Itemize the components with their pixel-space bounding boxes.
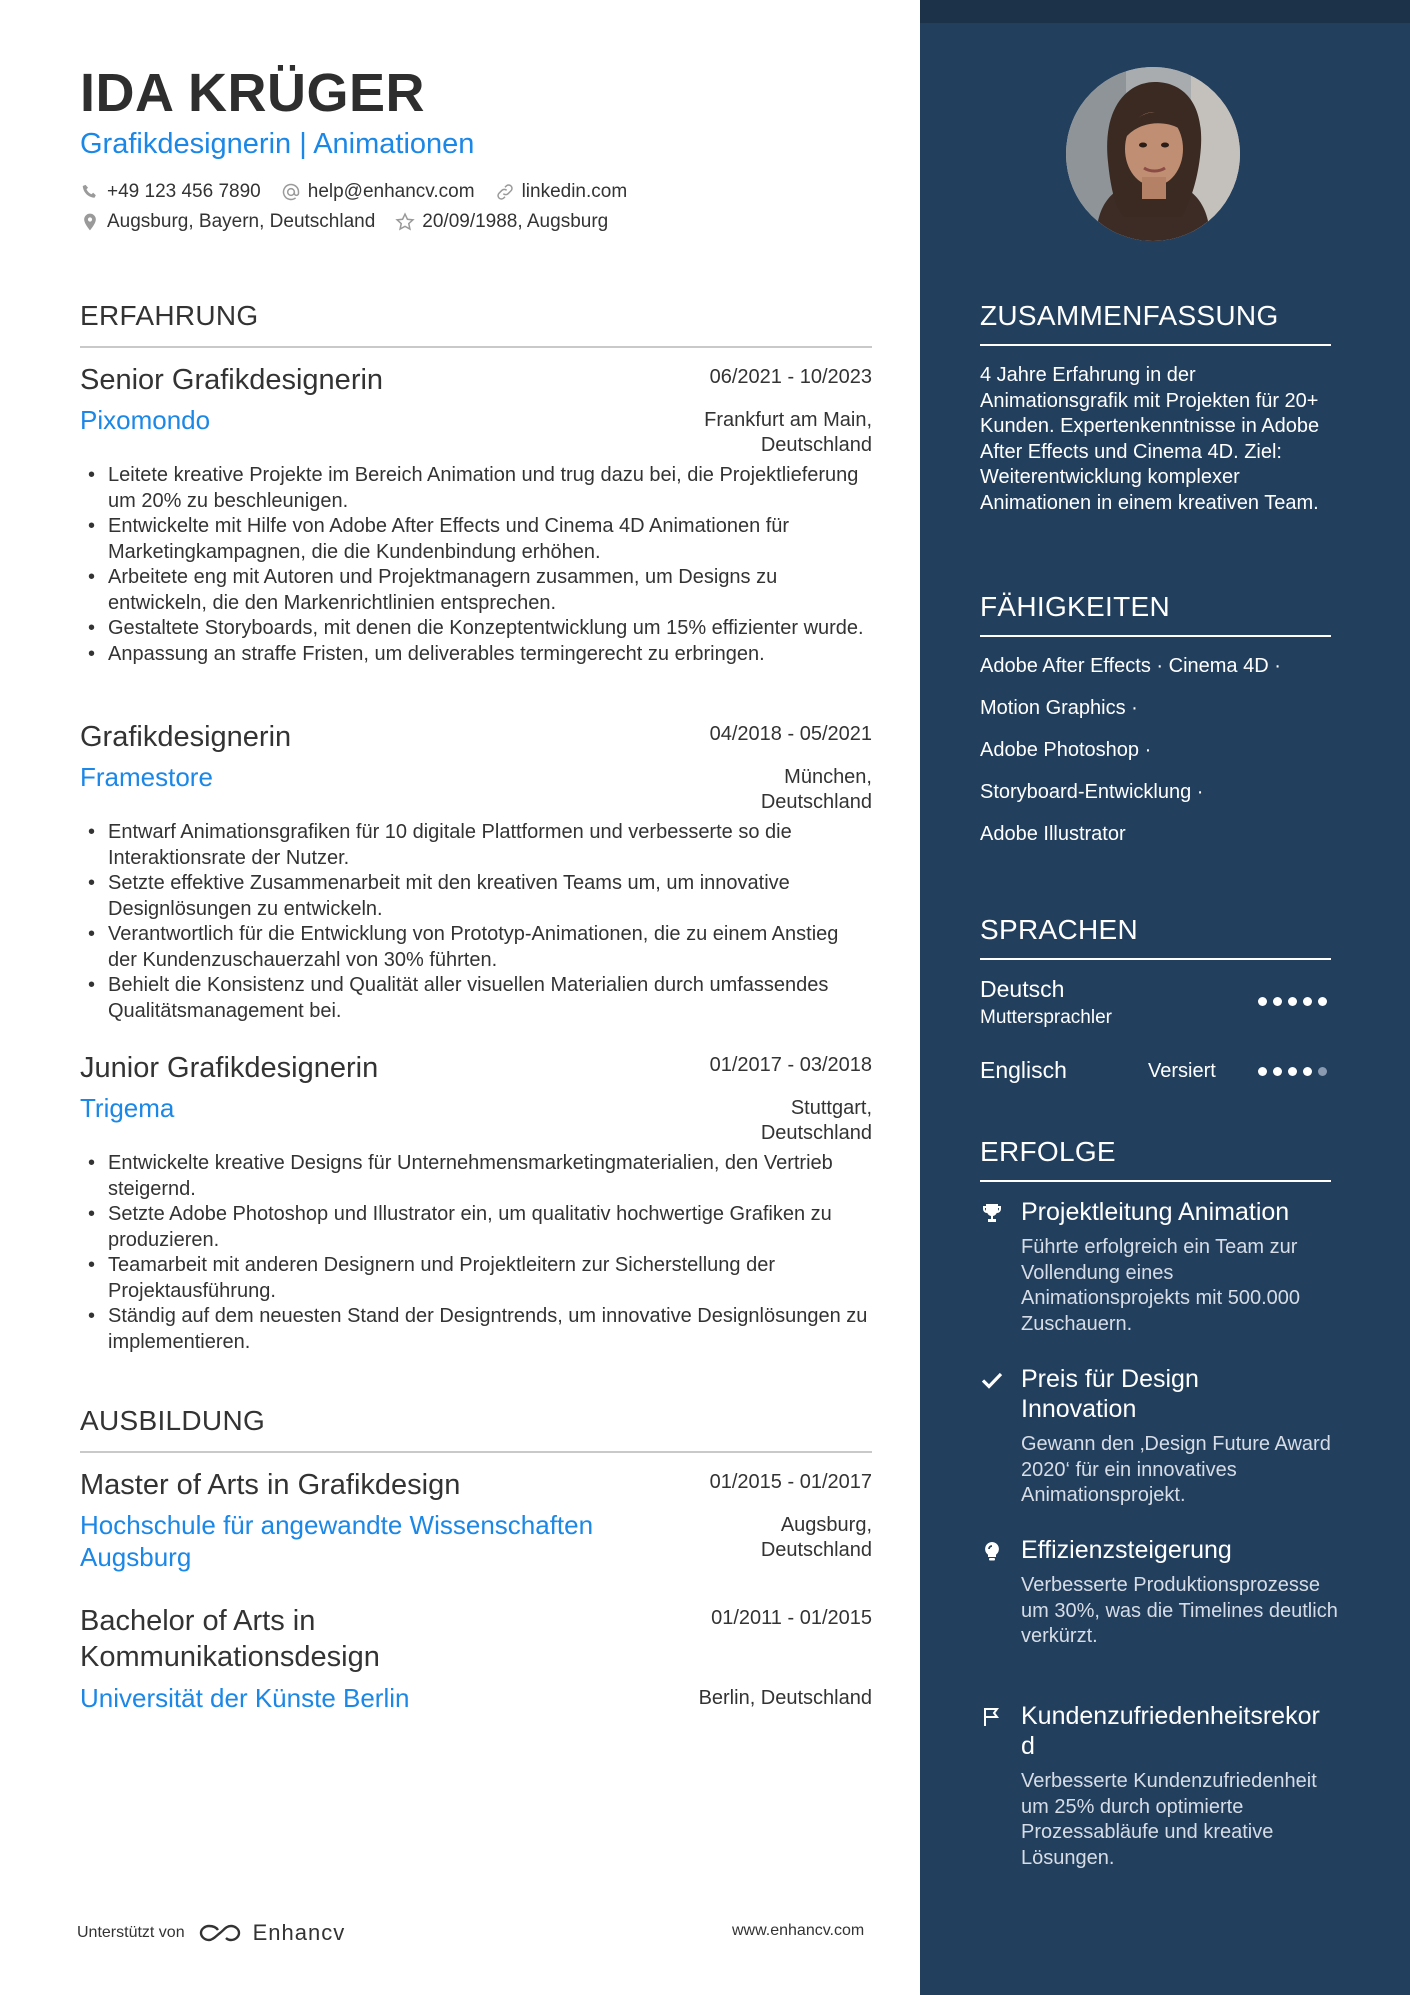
- skill-line: Storyboard-Entwicklung ·: [980, 781, 1204, 803]
- job-title: Junior Grafikdesignerin: [80, 1052, 379, 1084]
- list-item: • Setzte Adobe Photoshop und Illustrator ein, um qualitativ hochwertige Grafiken zu produzieren.: [80, 1202, 872, 1253]
- contact-phone: +49 123 456 7890: [80, 181, 261, 203]
- list-item: • Behielt die Konsistenz und Qualität aller visuellen Materialien durch umfassendes Qualitätsmanagement bei.: [80, 973, 872, 1024]
- rating-dot-filled: [1318, 997, 1327, 1006]
- list-item: • Ständig auf dem neuesten Stand der Designtrends, um innovative Designlösungen zu implementieren.: [80, 1304, 872, 1355]
- trophy-icon: [980, 1201, 1004, 1225]
- sidebar-top-band: [920, 0, 1410, 23]
- degree-dates: 01/2015 - 01/2017: [709, 1471, 872, 1493]
- rating-dot-filled: [1303, 997, 1312, 1006]
- flag-icon: [980, 1705, 1004, 1729]
- language-level: Versiert: [1148, 1060, 1216, 1082]
- candidate-name: IDA KRÜGER: [80, 63, 426, 123]
- job-title: Senior Grafikdesignerin: [80, 364, 384, 396]
- rating-dot-filled: [1288, 997, 1297, 1006]
- profile-photo: [1066, 67, 1240, 241]
- contact-row-2: [80, 211, 628, 233]
- job-bullets: [80, 820, 872, 1024]
- achievement-title: Projektleitung Animation: [1021, 1198, 1290, 1226]
- achievement-desc: Führte erfolgreich ein Team zur Vollendung eines Animationsprojekts mit 500.000 Zuschauern.: [1021, 1236, 1301, 1335]
- at-icon: [281, 182, 301, 202]
- rating-dot-filled: [1258, 1067, 1267, 1076]
- list-item: • Leitete kreative Projekte im Bereich Animation und trug dazu bei, die Projektlieferung um 20% zu beschleunigen.: [80, 463, 872, 514]
- candidate-headline: Grafikdesignerin | Animationen: [80, 128, 475, 160]
- achievement-desc: Verbesserte Produktionsprozesse um 30%, was die Timelines deutlich verkürzt.: [1021, 1574, 1338, 1647]
- supported-by-label: Unterstützt von: [77, 1924, 185, 1941]
- degree-title: Bachelor of Arts in Kommunikationsdesign: [80, 1605, 380, 1673]
- footer-branding[interactable]: [77, 1920, 345, 1946]
- achievement-desc: Verbesserte Kundenzufriedenheit um 25% durch optimierte Prozessabläufe und kreative Lösungen.: [1021, 1770, 1317, 1869]
- sidebar: [920, 0, 1410, 1995]
- rating-dot-filled: [1303, 1067, 1312, 1076]
- star-icon: [395, 212, 415, 232]
- language-rating: [1258, 1067, 1333, 1076]
- list-item: • Entwickelte mit Hilfe von Adobe After Effects und Cinema 4D Animationen für Marketingkampagnen, die die Kundenbindung erhöhen.: [80, 514, 872, 565]
- experience-section-title: ERFAHRUNG: [80, 300, 872, 348]
- avatar: [1066, 67, 1240, 241]
- list-item: • Entwarf Animationsgrafiken für 10 digitale Plattformen und verbesserte so die Interaktionsrate der Nutzer.: [80, 820, 872, 871]
- list-item: • Anpassung an straffe Fristen, um deliverables termingerecht zu erbringen.: [80, 642, 872, 668]
- school-location: Berlin, Deutschland: [698, 1687, 872, 1709]
- rating-dot-filled: [1273, 997, 1282, 1006]
- rating-dot-filled: [1288, 1067, 1297, 1076]
- achievement-desc: Gewann den ‚Design Future Award 2020‘ für ein innovatives Animationsprojekt.: [1021, 1433, 1331, 1506]
- list-item: • Gestaltete Storyboards, mit denen die Konzeptentwicklung um 15% effizienter wurde.: [80, 616, 872, 642]
- languages-section-title: SPRACHEN: [980, 914, 1331, 960]
- achievement-title: Preis für Design Innovation: [1021, 1365, 1199, 1423]
- location-pin-icon: [80, 212, 100, 232]
- list-item: • Arbeitete eng mit Autoren und Projektmanagern zusammen, um Designs zu entwickeln, die den Markenrichtlinien entsprechen.: [80, 565, 872, 616]
- language-level: Muttersprachler: [980, 1007, 1112, 1028]
- skill-line: Adobe Photoshop ·: [980, 739, 1152, 761]
- contact-row-1: [80, 181, 647, 203]
- achievement-title: Kundenzufriedenheitsrekord: [1021, 1702, 1320, 1760]
- achievements-section-title: ERFOLGE: [980, 1136, 1331, 1182]
- skill-line: Adobe Illustrator: [980, 823, 1126, 845]
- job-bullets: [80, 1151, 872, 1355]
- contact-email[interactable]: help@enhancv.com: [281, 181, 475, 203]
- contact-location: Augsburg, Bayern, Deutschland: [80, 211, 375, 233]
- footer-url[interactable]: www.enhancv.com: [732, 1922, 865, 1939]
- contact-birth: 20/09/1988, Augsburg: [395, 211, 608, 233]
- degree-title: Master of Arts in Grafikdesign: [80, 1469, 461, 1501]
- lightbulb-icon: [980, 1539, 1004, 1563]
- school-name: Hochschule für angewandte Wissenschaften Augsburg: [80, 1510, 594, 1572]
- job-dates: 01/2017 - 03/2018: [709, 1054, 872, 1076]
- list-item: • Setzte effektive Zusammenarbeit mit den kreativen Teams um, um innovative Designlösungen zu entwickeln.: [80, 871, 872, 922]
- job-location: München, Deutschland: [760, 766, 872, 813]
- rating-dot-filled: [1258, 997, 1267, 1006]
- job-company: Framestore: [80, 762, 213, 792]
- rating-dot-empty: [1318, 1067, 1327, 1076]
- enhancv-logo-icon: [197, 1921, 243, 1945]
- list-item: • Entwickelte kreative Designs für Unternehmensmarketingmaterialien, den Vertrieb steigernd.: [80, 1151, 872, 1202]
- job-company: Trigema: [80, 1093, 175, 1123]
- contact-website[interactable]: linkedin.com: [495, 181, 628, 203]
- checkmark-icon: [980, 1368, 1004, 1392]
- achievement-title: Effizienzsteigerung: [1021, 1536, 1232, 1564]
- phone-icon: [80, 182, 100, 202]
- school-name: Universität der Künste Berlin: [80, 1683, 410, 1713]
- job-dates: 06/2021 - 10/2023: [709, 366, 872, 388]
- enhancv-brand: Enhancv: [252, 1920, 346, 1945]
- list-item: • Teamarbeit mit anderen Designern und Projektleitern zur Sicherstellung der Projektausführung.: [80, 1253, 872, 1304]
- school-location: Augsburg, Deutschland: [760, 1514, 872, 1561]
- skill-line: Adobe After Effects · Cinema 4D ·: [980, 655, 1281, 677]
- list-item: • Verantwortlich für die Entwicklung von Prototyp-Animationen, die zu einem Anstieg der Kundenzuschauerzahl von 30% führten.: [80, 922, 872, 973]
- job-company: Pixomondo: [80, 405, 211, 435]
- summary-section-title: ZUSAMMENFASSUNG: [980, 300, 1331, 346]
- job-title: Grafikdesignerin: [80, 721, 292, 753]
- job-location: Stuttgart, Deutschland: [760, 1097, 872, 1144]
- job-bullets: [80, 463, 872, 667]
- language-name: Englisch: [980, 1057, 1067, 1083]
- link-icon: [495, 182, 515, 202]
- job-location: Frankfurt am Main, Deutschland: [704, 409, 872, 456]
- summary-text: 4 Jahre Erfahrung in der Animationsgrafik mit Projekten für 20+ Kunden. Expertenkenntnisse in Adobe After Effects und Cinema 4D. Ziel: Weiterentwicklung komplexer Animationen in einem kreativen Team.: [980, 364, 1320, 514]
- language-name: Deutsch: [980, 976, 1065, 1002]
- skills-section-title: FÄHIGKEITEN: [980, 591, 1331, 637]
- language-rating: [1258, 997, 1333, 1006]
- degree-dates: 01/2011 - 01/2015: [711, 1607, 872, 1629]
- education-section-title: AUSBILDUNG: [80, 1405, 872, 1453]
- skill-line: Motion Graphics ·: [980, 697, 1138, 719]
- job-dates: 04/2018 - 05/2021: [709, 723, 872, 745]
- rating-dot-filled: [1273, 1067, 1282, 1076]
